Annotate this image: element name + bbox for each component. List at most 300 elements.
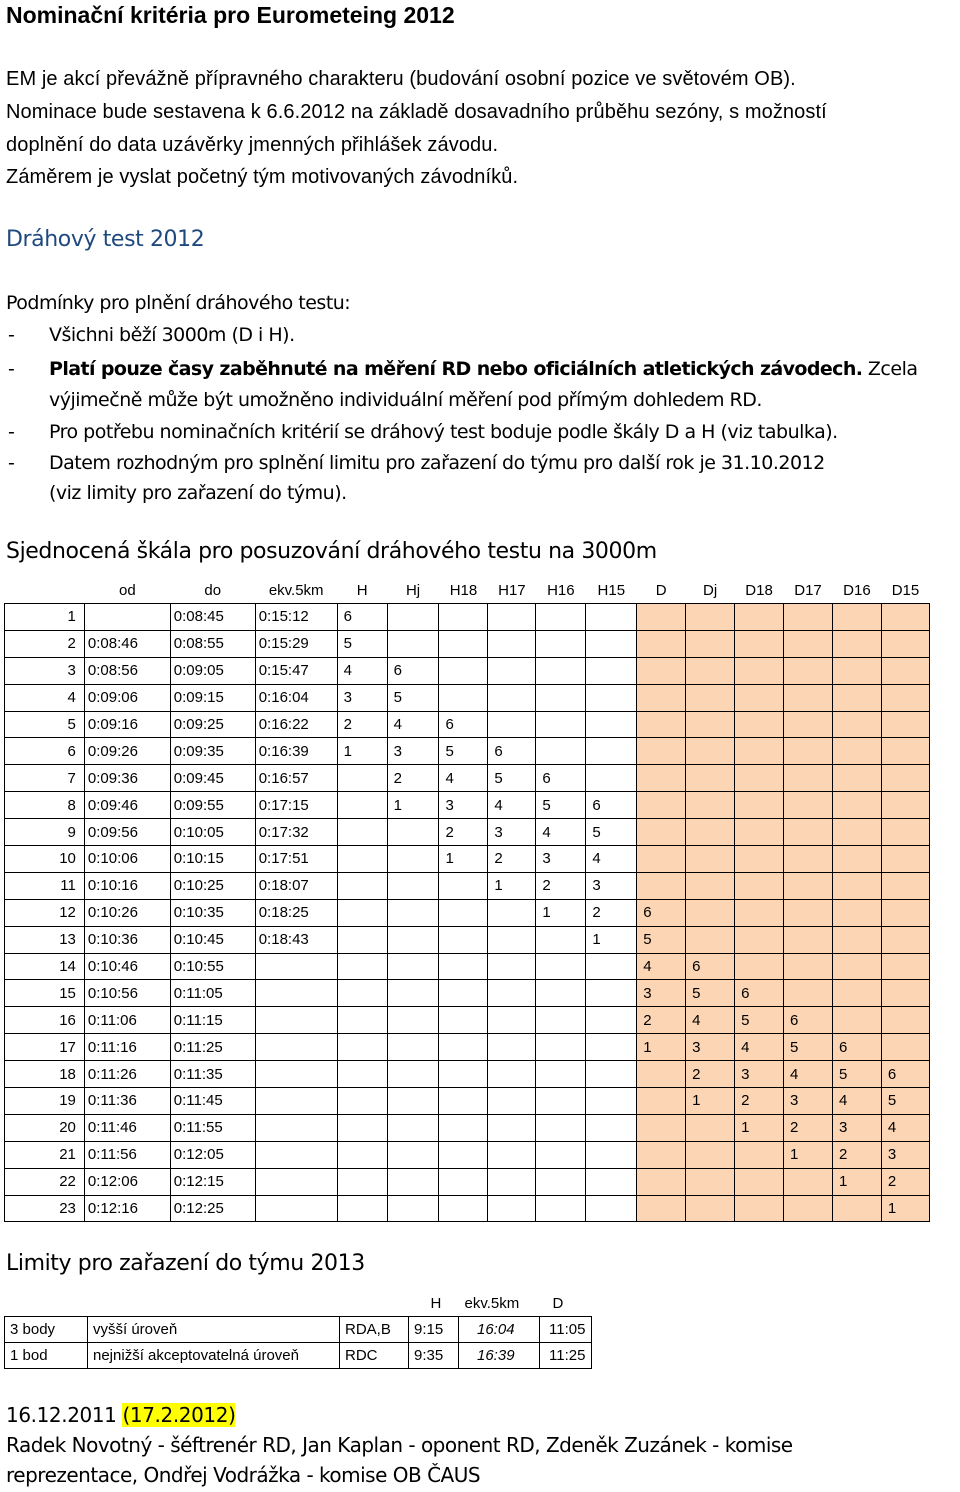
scale-header-cell: od <box>118 582 136 599</box>
scale-time-cell: 0:11:36 <box>84 1088 170 1115</box>
scale-points-cell <box>832 684 881 711</box>
scale-time-cell <box>255 980 337 1007</box>
intro-line: Záměrem je vyslat početný tým motivovaných závodníků. <box>6 166 519 188</box>
scale-header-cell: D <box>655 582 667 599</box>
scale-points-cell <box>735 899 784 926</box>
scale-time-cell: 0:12:16 <box>84 1195 170 1222</box>
condition-bold-text: Platí pouze časy zaběhnuté na měření RD nebo oficiálních atletických závodech. <box>49 358 863 380</box>
scale-time-cell: 0:09:16 <box>84 711 170 738</box>
scale-time-cell <box>84 604 170 631</box>
scale-points-cell <box>536 1168 586 1195</box>
scale-points-cell <box>686 657 735 684</box>
scale-points-cell <box>784 684 833 711</box>
scale-points-cell <box>735 846 784 873</box>
scale-points-cell: 4 <box>832 1088 881 1115</box>
scale-time-cell: 0:15:29 <box>255 630 337 657</box>
scale-time-cell: 0:16:39 <box>255 738 337 765</box>
scale-points-cell <box>637 1088 686 1115</box>
scale-points-cell <box>784 604 833 631</box>
scale-points-cell <box>439 657 488 684</box>
scale-points-cell <box>337 819 387 846</box>
scale-time-cell: 0:11:26 <box>84 1061 170 1088</box>
table-row <box>5 846 930 873</box>
scale-points-cell: 1 <box>439 846 488 873</box>
scale-heading: Sjednocená škála pro posuzování dráhového testu na 3000m <box>6 539 657 564</box>
scale-points-cell <box>536 1034 586 1061</box>
scale-points-cell: 1 <box>488 872 536 899</box>
scale-points-cell <box>784 792 833 819</box>
scale-points-cell <box>686 1114 735 1141</box>
scale-points-cell <box>337 1034 387 1061</box>
condition-text: Zcela <box>862 358 918 380</box>
scale-level-cell: 8 <box>5 792 85 819</box>
scale-points-cell: 2 <box>387 765 439 792</box>
scale-points-cell: 3 <box>637 980 686 1007</box>
scale-points-cell <box>387 872 439 899</box>
scale-header-cell: H16 <box>547 582 575 599</box>
scale-points-cell <box>735 1195 784 1222</box>
scale-points-cell <box>637 1168 686 1195</box>
scale-points-cell <box>488 630 536 657</box>
scale-time-cell: 0:10:15 <box>170 846 255 873</box>
scale-points-cell <box>881 819 929 846</box>
scale-points-cell <box>439 872 488 899</box>
scale-points-cell <box>387 899 439 926</box>
scale-time-cell: 0:18:43 <box>255 926 337 953</box>
table-row <box>5 953 930 980</box>
scale-header-row <box>5 578 930 604</box>
scale-points-cell <box>881 657 929 684</box>
scale-time-cell <box>255 1168 337 1195</box>
scale-points-cell <box>881 630 929 657</box>
scale-points-cell <box>337 953 387 980</box>
scale-points-cell <box>686 792 735 819</box>
scale-points-cell <box>536 953 586 980</box>
scale-points-cell <box>637 604 686 631</box>
scale-level-cell: 22 <box>5 1168 85 1195</box>
scale-points-cell: 5 <box>387 684 439 711</box>
scale-points-cell: 1 <box>784 1141 833 1168</box>
scale-time-cell: 0:12:15 <box>170 1168 255 1195</box>
table-row <box>5 657 930 684</box>
scale-points-cell <box>439 684 488 711</box>
scale-points-cell <box>488 1007 536 1034</box>
scale-points-cell: 4 <box>439 765 488 792</box>
scale-points-cell <box>832 765 881 792</box>
scale-points-cell: 3 <box>387 738 439 765</box>
scale-points-cell <box>686 738 735 765</box>
scale-level-cell: 19 <box>5 1088 85 1115</box>
scale-points-cell <box>881 1034 929 1061</box>
scale-points-cell <box>784 926 833 953</box>
scale-time-cell: 0:10:46 <box>84 953 170 980</box>
scale-time-cell: 0:08:56 <box>84 657 170 684</box>
scale-points-cell <box>832 738 881 765</box>
scale-points-cell <box>536 1195 586 1222</box>
scale-level-cell: 11 <box>5 872 85 899</box>
scale-points-cell <box>784 953 833 980</box>
bullet-dash: - <box>8 358 15 380</box>
condition-item-cont: (viz limity pro zařazení do týmu). <box>49 482 347 504</box>
scale-points-cell <box>832 792 881 819</box>
scale-time-cell: 0:16:57 <box>255 765 337 792</box>
scale-points-cell: 1 <box>686 1088 735 1115</box>
scale-level-cell: 14 <box>5 953 85 980</box>
scale-points-cell <box>488 1168 536 1195</box>
limits-cell: RDA,B <box>340 1317 409 1343</box>
scale-points-cell: 6 <box>488 738 536 765</box>
scale-points-cell <box>735 792 784 819</box>
scale-points-cell: 3 <box>586 872 637 899</box>
table-row <box>5 604 930 631</box>
scale-points-cell <box>387 1007 439 1034</box>
scale-points-cell: 6 <box>784 1007 833 1034</box>
scale-time-cell: 0:09:15 <box>170 684 255 711</box>
scale-points-cell <box>387 1061 439 1088</box>
scale-points-cell: 1 <box>586 926 637 953</box>
scale-points-cell <box>488 604 536 631</box>
scale-time-cell: 0:11:46 <box>84 1114 170 1141</box>
scale-points-cell <box>586 980 637 1007</box>
scale-points-cell: 6 <box>832 1034 881 1061</box>
scale-level-cell: 13 <box>5 926 85 953</box>
scale-time-cell: 0:11:06 <box>84 1007 170 1034</box>
scale-points-cell <box>387 980 439 1007</box>
scale-level-cell: 7 <box>5 765 85 792</box>
bullet-dash: - <box>8 452 15 474</box>
scale-time-cell: 0:18:07 <box>255 872 337 899</box>
scale-time-cell: 0:11:56 <box>84 1141 170 1168</box>
scale-header-cell: do <box>204 582 222 599</box>
scale-header-cell: D15 <box>891 582 920 599</box>
scale-time-cell: 0:10:45 <box>170 926 255 953</box>
scale-points-cell <box>439 899 488 926</box>
scale-points-cell <box>586 953 637 980</box>
scale-points-cell: 1 <box>337 738 387 765</box>
scale-points-cell: 2 <box>488 846 536 873</box>
scale-points-cell <box>387 1195 439 1222</box>
scale-points-cell <box>439 604 488 631</box>
scale-points-cell <box>784 657 833 684</box>
scale-points-cell: 4 <box>735 1034 784 1061</box>
scale-time-cell: 0:10:25 <box>170 872 255 899</box>
scale-points-cell: 3 <box>686 1034 735 1061</box>
scale-time-cell <box>255 953 337 980</box>
limits-cell: 1 bod <box>5 1343 88 1369</box>
scale-points-cell <box>784 1168 833 1195</box>
condition-item: Pro potřebu nominačních kritérií se dráhový test boduje podle škály D a H (viz tabulka). <box>49 421 838 443</box>
scale-points-cell <box>337 1168 387 1195</box>
scale-time-cell: 0:11:35 <box>170 1061 255 1088</box>
table-row <box>5 1343 592 1369</box>
scale-time-cell: 0:11:55 <box>170 1114 255 1141</box>
scale-points-cell <box>488 1141 536 1168</box>
scale-time-cell: 0:10:05 <box>170 819 255 846</box>
scale-points-cell <box>387 630 439 657</box>
scale-points-cell <box>439 630 488 657</box>
scale-time-cell <box>255 1034 337 1061</box>
limits-header-cell <box>5 1291 88 1317</box>
scale-points-cell <box>439 1141 488 1168</box>
scale-time-cell: 0:08:45 <box>170 604 255 631</box>
scale-points-cell: 3 <box>337 684 387 711</box>
scale-points-cell <box>735 953 784 980</box>
scale-level-cell: 12 <box>5 899 85 926</box>
scale-header-cell <box>5 578 85 604</box>
scale-points-cell <box>387 1141 439 1168</box>
scale-level-cell: 16 <box>5 1007 85 1034</box>
limits-cell: 16:39 <box>459 1343 540 1369</box>
scale-time-cell: 0:09:55 <box>170 792 255 819</box>
scale-points-cell <box>637 657 686 684</box>
scale-points-cell <box>586 1114 637 1141</box>
scale-points-cell <box>637 765 686 792</box>
scale-points-cell <box>488 899 536 926</box>
scale-points-cell: 5 <box>439 738 488 765</box>
scale-points-cell <box>784 711 833 738</box>
scale-points-cell <box>735 926 784 953</box>
scale-points-cell <box>536 1114 586 1141</box>
scale-points-cell: 4 <box>881 1114 929 1141</box>
scale-points-cell <box>586 1007 637 1034</box>
bullet-dash: - <box>8 324 15 346</box>
limits-cell: vyšší úroveň <box>88 1317 340 1343</box>
scale-points-cell <box>637 711 686 738</box>
scale-points-cell <box>881 684 929 711</box>
scale-points-cell: 5 <box>488 765 536 792</box>
scale-points-cell <box>832 846 881 873</box>
scale-points-cell: 6 <box>586 792 637 819</box>
scale-points-cell <box>536 1007 586 1034</box>
table-row <box>5 899 930 926</box>
scale-points-cell <box>735 684 784 711</box>
scale-points-cell <box>536 711 586 738</box>
scale-points-cell <box>637 1061 686 1088</box>
scale-time-cell: 0:12:06 <box>84 1168 170 1195</box>
scale-points-cell <box>488 684 536 711</box>
scale-time-cell: 0:09:56 <box>84 819 170 846</box>
test-heading: Dráhový test 2012 <box>6 227 205 252</box>
scale-points-cell: 4 <box>337 657 387 684</box>
scale-points-cell: 2 <box>536 872 586 899</box>
scale-level-cell: 1 <box>5 604 85 631</box>
scale-points-cell <box>536 1088 586 1115</box>
scale-points-cell: 4 <box>536 819 586 846</box>
table-row <box>5 765 930 792</box>
scale-points-cell <box>586 1195 637 1222</box>
scale-points-cell <box>637 846 686 873</box>
scale-points-cell: 6 <box>387 657 439 684</box>
scale-points-cell <box>536 657 586 684</box>
limits-cell: 11:25 <box>540 1343 592 1369</box>
scale-points-cell <box>586 711 637 738</box>
scale-points-cell <box>488 980 536 1007</box>
scale-points-cell <box>637 872 686 899</box>
scale-points-cell <box>337 872 387 899</box>
scale-points-cell <box>637 684 686 711</box>
scale-points-cell <box>488 1061 536 1088</box>
scale-points-cell <box>735 738 784 765</box>
table-row <box>5 980 930 1007</box>
scale-points-cell <box>387 846 439 873</box>
scale-level-cell: 10 <box>5 846 85 873</box>
scale-level-cell: 2 <box>5 630 85 657</box>
intro-line: doplnění do data uzávěrky jmenných přihlášek závodu. <box>6 134 499 156</box>
scale-points-cell <box>686 604 735 631</box>
scale-points-cell <box>686 846 735 873</box>
scale-points-cell: 5 <box>536 792 586 819</box>
table-row <box>5 684 930 711</box>
table-row <box>5 1007 930 1034</box>
scale-points-cell: 3 <box>881 1141 929 1168</box>
scale-time-cell: 0:10:56 <box>84 980 170 1007</box>
scale-time-cell: 0:09:06 <box>84 684 170 711</box>
scale-points-cell <box>439 1114 488 1141</box>
limits-cell: 16:04 <box>459 1317 540 1343</box>
scale-header-cell: H18 <box>449 582 478 599</box>
scale-points-cell <box>686 819 735 846</box>
scale-points-cell <box>536 738 586 765</box>
scale-points-cell <box>784 738 833 765</box>
limits-header-cell <box>88 1291 340 1317</box>
scale-level-cell: 4 <box>5 684 85 711</box>
scale-points-cell: 1 <box>536 899 586 926</box>
scale-time-cell: 0:09:35 <box>170 738 255 765</box>
scale-points-cell: 3 <box>439 792 488 819</box>
scale-points-cell <box>881 872 929 899</box>
table-row <box>5 792 930 819</box>
scale-points-cell: 2 <box>784 1114 833 1141</box>
scale-points-cell <box>488 1195 536 1222</box>
scale-time-cell: 0:12:25 <box>170 1195 255 1222</box>
scale-points-cell: 5 <box>832 1061 881 1088</box>
scale-points-cell <box>536 684 586 711</box>
scale-points-cell <box>784 765 833 792</box>
intro-line: EM je akcí převážně přípravného charakteru (budování osobní pozice ve světovém OB). <box>6 68 796 90</box>
scale-points-cell <box>881 792 929 819</box>
scale-points-cell <box>337 926 387 953</box>
scale-points-cell: 2 <box>832 1141 881 1168</box>
scale-points-cell: 4 <box>586 846 637 873</box>
scale-time-cell: 0:17:51 <box>255 846 337 873</box>
scale-points-cell <box>337 1195 387 1222</box>
scale-time-cell: 0:15:47 <box>255 657 337 684</box>
table-row <box>5 1114 930 1141</box>
scale-points-cell: 5 <box>784 1034 833 1061</box>
scale-points-cell <box>439 980 488 1007</box>
scale-points-cell <box>488 1114 536 1141</box>
scale-points-cell <box>686 630 735 657</box>
scale-points-cell: 1 <box>735 1114 784 1141</box>
condition-item: Datem rozhodným pro splnění limitu pro zařazení do týmu pro další rok je 31.10.2012 <box>49 452 825 474</box>
scale-points-cell <box>784 980 833 1007</box>
scale-points-cell <box>337 1114 387 1141</box>
table-row <box>5 1195 930 1222</box>
scale-time-cell <box>255 1088 337 1115</box>
scale-points-cell <box>387 604 439 631</box>
scale-time-cell: 0:18:25 <box>255 899 337 926</box>
scale-time-cell: 0:11:16 <box>84 1034 170 1061</box>
scale-points-cell <box>832 657 881 684</box>
scale-points-cell <box>784 630 833 657</box>
scale-points-cell: 6 <box>536 765 586 792</box>
scale-points-cell <box>586 657 637 684</box>
scale-points-cell <box>387 819 439 846</box>
scale-points-cell <box>832 953 881 980</box>
scale-time-cell: 0:08:46 <box>84 630 170 657</box>
table-row <box>5 1141 930 1168</box>
scale-points-cell <box>832 630 881 657</box>
scale-points-cell: 2 <box>637 1007 686 1034</box>
scale-points-cell <box>586 604 637 631</box>
scale-points-cell <box>735 1141 784 1168</box>
scale-points-cell <box>735 765 784 792</box>
table-row <box>5 630 930 657</box>
scale-points-cell <box>832 711 881 738</box>
scale-points-cell: 4 <box>387 711 439 738</box>
scale-points-cell <box>735 604 784 631</box>
table-row <box>5 1061 930 1088</box>
scale-points-cell <box>735 819 784 846</box>
scale-level-cell: 21 <box>5 1141 85 1168</box>
date-text: 16.12.2011 <box>6 1403 123 1427</box>
conditions-title: Podmínky pro plnění dráhového testu: <box>6 292 351 314</box>
table-row <box>5 1168 930 1195</box>
scale-points-cell <box>637 1195 686 1222</box>
scale-points-cell: 2 <box>586 899 637 926</box>
scale-points-cell: 5 <box>735 1007 784 1034</box>
scale-points-cell: 5 <box>337 630 387 657</box>
scale-points-cell: 3 <box>536 846 586 873</box>
table-row <box>5 926 930 953</box>
scale-points-cell <box>637 1114 686 1141</box>
scale-time-cell <box>255 1141 337 1168</box>
scale-points-cell <box>735 630 784 657</box>
scale-points-cell <box>586 1168 637 1195</box>
scale-points-cell <box>637 738 686 765</box>
scale-time-cell: 0:11:05 <box>170 980 255 1007</box>
scale-points-cell <box>637 819 686 846</box>
table-row <box>5 1088 930 1115</box>
table-row <box>5 1317 592 1343</box>
scale-points-cell: 3 <box>735 1061 784 1088</box>
footer-date <box>6 1403 235 1427</box>
scale-time-cell: 0:09:46 <box>84 792 170 819</box>
scale-points-cell <box>832 1195 881 1222</box>
limits-cell: 9:15 <box>409 1317 459 1343</box>
scale-time-cell: 0:10:36 <box>84 926 170 953</box>
scale-points-cell: 6 <box>637 899 686 926</box>
scale-points-cell <box>881 1007 929 1034</box>
scale-header-cell: H17 <box>498 582 526 599</box>
scale-points-cell <box>536 980 586 1007</box>
scale-points-cell <box>686 1195 735 1222</box>
scale-points-cell: 6 <box>735 980 784 1007</box>
scale-points-cell <box>686 899 735 926</box>
scale-points-cell <box>586 630 637 657</box>
scale-time-cell: 0:16:04 <box>255 684 337 711</box>
scale-header-cell: D17 <box>794 582 822 599</box>
limits-heading: Limity pro zařazení do týmu 2013 <box>6 1251 365 1276</box>
scale-points-cell <box>735 657 784 684</box>
scale-points-cell: 2 <box>686 1061 735 1088</box>
scale-points-cell <box>586 738 637 765</box>
scale-points-cell <box>488 657 536 684</box>
scale-points-cell <box>586 765 637 792</box>
scale-points-cell <box>387 1034 439 1061</box>
scale-time-cell: 0:10:35 <box>170 899 255 926</box>
scale-points-cell: 3 <box>488 819 536 846</box>
